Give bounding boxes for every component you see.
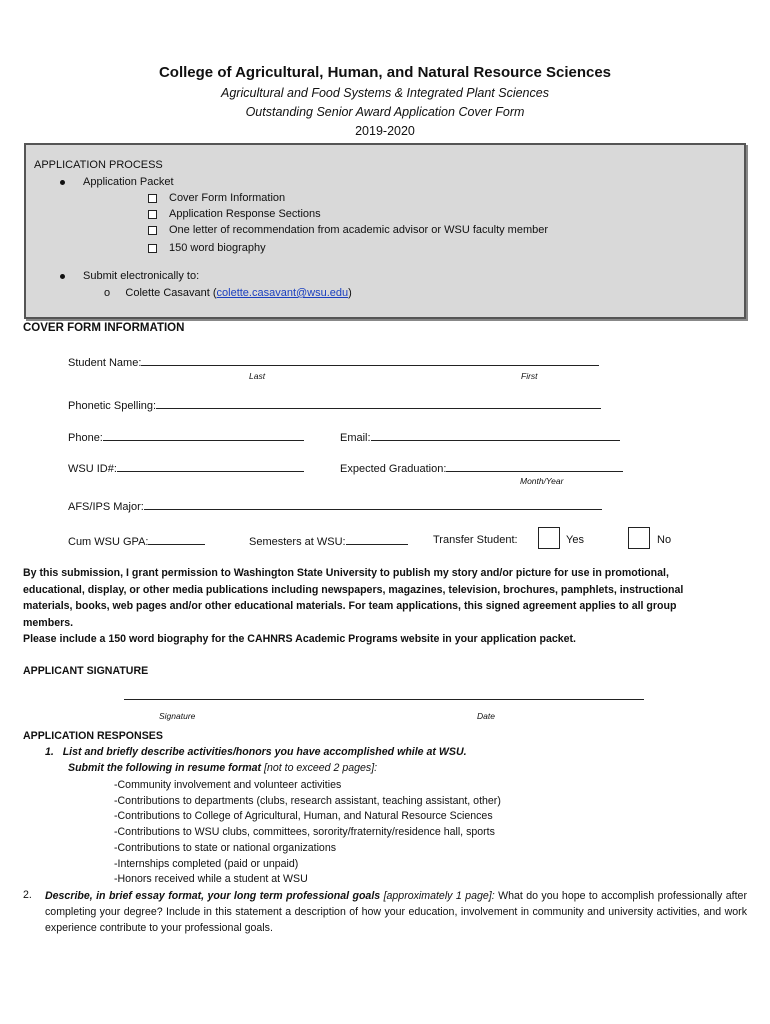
responses-heading: APPLICATION RESPONSES xyxy=(23,730,163,742)
signature-caption: Signature xyxy=(159,711,196,721)
student-name-row xyxy=(68,355,599,369)
student-name-label: Student Name: xyxy=(68,357,142,369)
question-1 xyxy=(45,746,467,758)
transfer-no-label: No xyxy=(657,534,672,546)
cover-form-heading: COVER FORM INFORMATION xyxy=(23,322,185,334)
phone-field[interactable] xyxy=(103,430,304,441)
transfer-yes-label: Yes xyxy=(566,534,584,546)
list-item: -Community involvement and volunteer activities xyxy=(114,779,342,791)
gpa-label: Cum WSU GPA: xyxy=(68,536,149,548)
question-text: List and briefly describe activities/honors you have accomplished while at WSU. xyxy=(62,746,467,758)
question-2-number: 2. xyxy=(23,889,32,901)
submit-label: Submit electronically to: xyxy=(83,270,200,282)
permission-line: members. xyxy=(23,616,74,629)
contact-line xyxy=(104,287,352,299)
form-name: Outstanding Senior Award Application Cover Form xyxy=(245,105,525,119)
major-label: AFS/IPS Major: xyxy=(68,501,144,513)
packet-bullet xyxy=(60,176,174,188)
phone-row xyxy=(68,430,304,444)
graduation-label: Expected Graduation: xyxy=(340,463,447,475)
bullet-icon xyxy=(60,274,65,279)
first-name-caption: First xyxy=(521,371,538,381)
packet-item xyxy=(148,224,548,236)
student-name-field[interactable] xyxy=(141,355,599,366)
email-field[interactable] xyxy=(371,430,620,441)
transfer-label: Transfer Student: xyxy=(433,534,518,546)
phonetic-label: Phonetic Spelling: xyxy=(68,400,157,412)
checkbox-icon[interactable] xyxy=(148,210,157,219)
month-year-caption: Month/Year xyxy=(520,476,564,486)
question-description: What do you hope to accomplish professionally after completing your degree? Include in this statement a description of how your education, involvement in community and university activities, and work experience contribute to your professional goals. xyxy=(45,890,747,934)
packet-item xyxy=(148,192,285,204)
submit-format: Submit the following in resume format xyxy=(68,762,262,774)
gpa-row xyxy=(68,534,205,548)
list-item: -Contributions to departments (clubs, research assistant, teaching assistant, other) xyxy=(114,794,501,807)
contact-email-link[interactable]: colette.casavant@wsu.edu xyxy=(216,287,349,299)
contact-name: Colette Casavant ( xyxy=(125,287,217,299)
page-limit: [not to exceed 2 pages]: xyxy=(264,762,378,774)
graduation-row xyxy=(340,461,623,475)
semesters-field[interactable] xyxy=(346,534,408,545)
bullet-icon xyxy=(60,180,65,185)
packet-item xyxy=(148,208,321,220)
checkbox-icon[interactable] xyxy=(148,194,157,203)
list-item: -Internships completed (paid or unpaid) xyxy=(114,857,299,870)
major-field[interactable] xyxy=(144,499,602,510)
major-row xyxy=(68,499,602,513)
question-1-instructions xyxy=(68,762,377,774)
process-heading: APPLICATION PROCESS xyxy=(34,159,163,171)
packet-item-label: Application Response Sections xyxy=(169,208,321,220)
list-item: -Contributions to College of Agricultural, Human, and Natural Resource Sciences xyxy=(114,810,493,823)
packet-item-label: 150 word biography xyxy=(169,242,266,254)
list-item: -Contributions to state or national organizations xyxy=(114,841,337,854)
question-number: 1. xyxy=(45,746,54,758)
wsu-id-label: WSU ID#: xyxy=(68,463,117,475)
permission-line: By this submission, I grant permission to Washington State University to publish my story and/or picture for use in promotional, xyxy=(23,567,669,579)
document-subtitle: Agricultural and Food Systems & Integrated Plant Sciences xyxy=(221,86,549,100)
permission-line: educational, display, or other media publications including newspapers, magazines, television, brochures, pamphlets, instructional xyxy=(23,583,684,596)
signature-heading: APPLICANT SIGNATURE xyxy=(23,665,149,677)
list-item: -Honors received while a student at WSU xyxy=(114,873,308,886)
permission-statement xyxy=(23,565,745,648)
contact-close: ) xyxy=(348,287,352,299)
activity-list xyxy=(114,778,501,888)
biography-note: Please include a 150 word biography for the CAHNRS Academic Programs website in your application packet. xyxy=(23,633,576,645)
permission-line: materials, books, web pages and/or other educational materials. For team applications, this signed agreement applies to all group xyxy=(23,600,677,612)
graduation-field[interactable] xyxy=(446,461,623,472)
email-row xyxy=(340,430,620,444)
checkbox-icon[interactable] xyxy=(148,226,157,235)
wsu-id-row xyxy=(68,461,304,475)
transfer-no-checkbox[interactable] xyxy=(628,527,650,552)
semesters-label: Semesters at WSU: xyxy=(249,536,346,548)
wsu-id-field[interactable] xyxy=(117,461,304,472)
packet-label: Application Packet xyxy=(83,176,174,188)
phonetic-field[interactable] xyxy=(156,398,601,409)
transfer-yes-checkbox[interactable] xyxy=(538,527,560,552)
checkbox-icon[interactable] xyxy=(148,244,157,253)
application-process-box xyxy=(24,143,746,319)
phonetic-row xyxy=(68,398,601,412)
signature-line[interactable] xyxy=(124,699,644,700)
document-title: College of Agricultural, Human, and Natural Resource Sciences xyxy=(158,64,612,81)
packet-item-label: One letter of recommendation from academic advisor or WSU faculty member xyxy=(169,224,549,236)
question-text: Describe, in brief essay format, your long term professional goals xyxy=(45,890,381,902)
packet-item xyxy=(148,242,266,254)
academic-year: 2019-2020 xyxy=(355,124,415,138)
date-caption: Date xyxy=(477,711,495,721)
page-limit: [approximately 1 page]: xyxy=(383,890,495,902)
submit-bullet xyxy=(60,270,199,282)
circle-bullet-icon: o xyxy=(104,287,111,299)
question-2 xyxy=(45,888,747,936)
last-name-caption: Last xyxy=(249,371,266,381)
packet-item-label: Cover Form Information xyxy=(169,192,286,204)
semesters-row xyxy=(249,534,408,548)
list-item: -Contributions to WSU clubs, committees, sorority/fraternity/residence hall, sports xyxy=(114,826,495,839)
email-label: Email: xyxy=(340,432,371,444)
gpa-field[interactable] xyxy=(148,534,205,545)
phone-label: Phone: xyxy=(68,432,103,444)
